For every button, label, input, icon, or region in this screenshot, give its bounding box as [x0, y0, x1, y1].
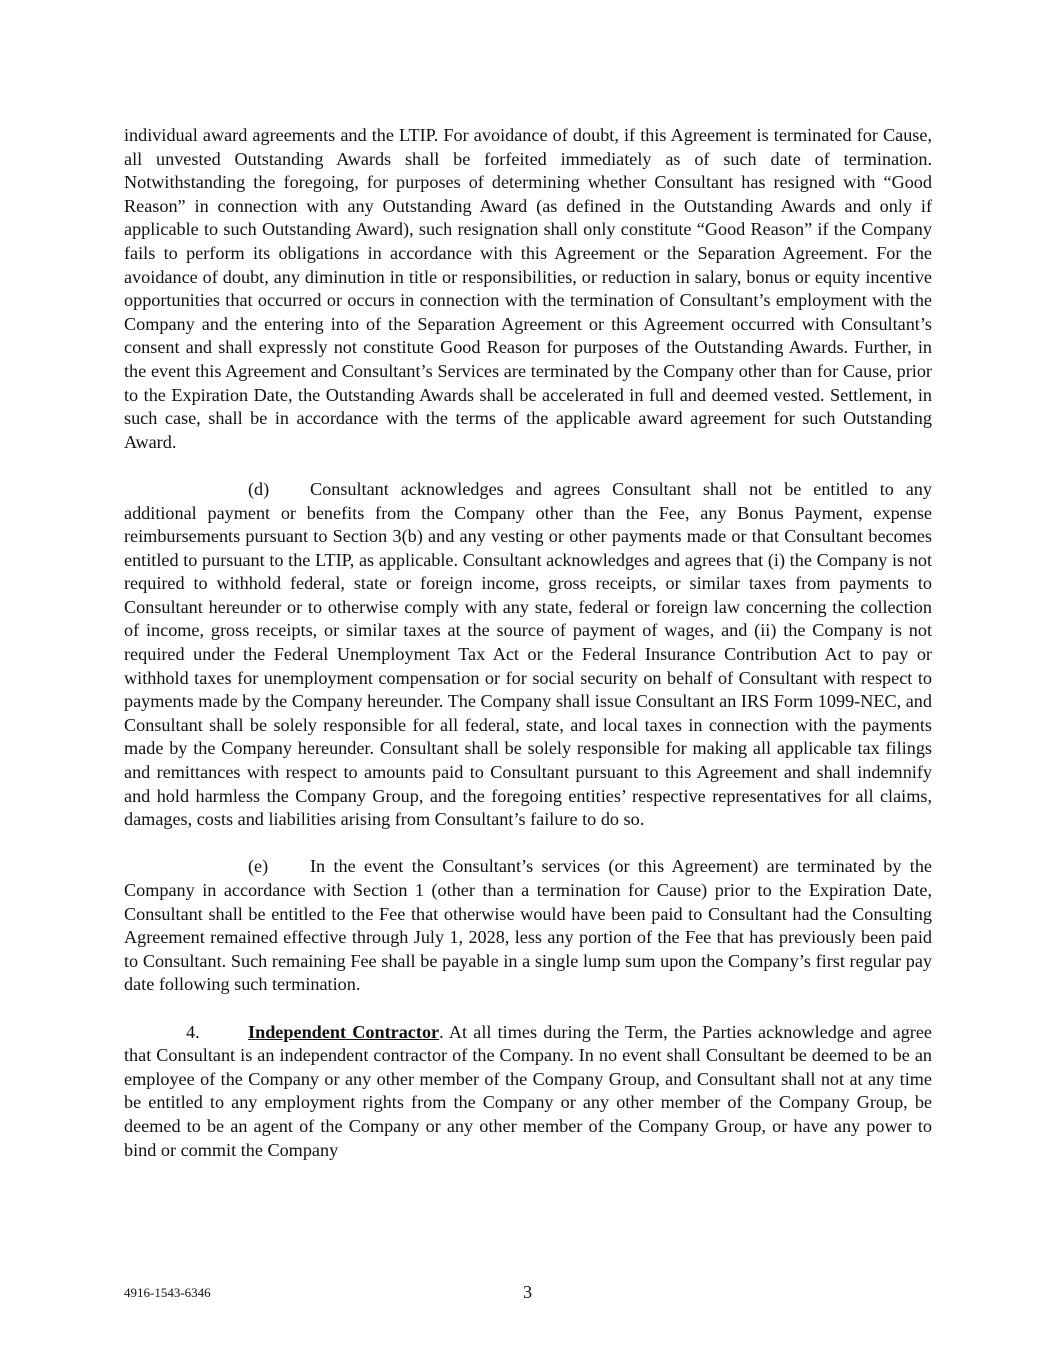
section-4	[124, 1021, 932, 1163]
paragraph-d	[124, 478, 932, 832]
paragraph-c-text: individual award agreements and the LTIP. For avoidance of doubt, if this Agreement is terminated for Cause, all unvested Outstanding Awards shall be forfeited immediately as of such date of termination. Notwithstanding the foregoing, for purposes of determining whether Consultant has resigned with “Good Reason” in connection with any Outstanding Award (as defined in the Outstanding Awards and only if applicable to such Outstanding Award), such resignation shall only constitute “Good Reason” if the Company fails to perform its obligations in accordance with this Agreement or the Separation Agreement. For the avoidance of doubt, any diminution in title or responsibilities, or reduction in salary, bonus or equity incentive opportunities that occurred or occurs in connection with the termination of Consultant’s employment with the Company and the entering into of the Separation Agreement or this Agreement occurred with Consultant’s consent and shall expressly not constitute Good Reason for purposes of the Outstanding Awards. Further, in the event this Agreement and Consultant’s Services are terminated by the Company other than for Cause, prior to the Expiration Date, the Outstanding Awards shall be accelerated in full and deemed vested. Settlement, in such case, shall be in accordance with the terms of the applicable award agreement for such Outstanding Award.	[124, 125, 932, 452]
paragraph-d-text: Consultant acknowledges and agrees Consultant shall not be entitled to any additional payment or benefits from the Company other than the Fee, any Bonus Payment, expense reimbursements pursuant to Section 3(b) and any vesting or other payments made or that Consultant becomes entitled to pursuant to the LTIP, as applicable. Consultant acknowledges and agrees that (i) the Company is not required to withhold federal, state or foreign income, gross receipts, or similar taxes from payments to Consultant hereunder or to otherwise comply with any state, federal or foreign law concerning the collection of income, gross receipts, or similar taxes at the source of payment of wages, and (ii) the Company is not required under the Federal Unemployment Tax Act or the Federal Insurance Contribution Act to pay or withhold taxes for unemployment compensation or for social security on behalf of Consultant with respect to payments made by the Company hereunder. The Company shall issue Consultant an IRS Form 1099-NEC, and Consultant shall be solely responsible for all federal, state, and local taxes in connection with the payments made by the Company hereunder. Consultant shall be solely responsible for making all applicable tax filings and remittances with respect to amounts paid to Consultant pursuant to this Agreement and shall indemnify and hold harmless the Company Group, and the foregoing entities’ respective representatives for all claims, damages, costs and liabilities arising from Consultant’s failure to do so.	[124, 478, 932, 830]
section-4-number: 4.	[186, 1021, 200, 1042]
section-4-text: . At all times during the Term, the Parties acknowledge and agree that Consultant is an independent contractor of the Company. In no event shall Consultant be deemed to be an employee of the Company or any other member of the Company Group, and Consultant shall not at any time be entitled to any employment rights from the Company or any other member of the Company Group, be deemed to be an agent of the Company or any other member of the Company Group, or have any power to bind or commit the Company	[124, 1021, 932, 1160]
document-body	[124, 124, 932, 1162]
paragraph-e	[124, 855, 932, 997]
paragraph-c-continuation	[124, 124, 932, 454]
paragraph-e-label: (e)	[248, 856, 269, 877]
footer-document-code: 4916-1543-6346	[124, 1285, 211, 1300]
paragraph-e-text: In the event the Consultant’s services (or this Agreement) are terminated by the Company in accordance with Section 1 (other than a termination for Cause) prior to the Expiration Date, Consultant shall be entitled to the Fee that otherwise would have been paid to Consultant had the Consulting Agreement remained effective through July 1, 2028, less any portion of the Fee that has previously been paid to Consultant. Such remaining Fee shall be payable in a single lump sum upon the Company’s first regular pay date following such termination.	[124, 856, 932, 995]
paragraph-d-label: (d)	[248, 478, 270, 499]
section-4-heading: Independent Contractor	[248, 1021, 440, 1042]
page-number: 3	[522, 1282, 533, 1302]
